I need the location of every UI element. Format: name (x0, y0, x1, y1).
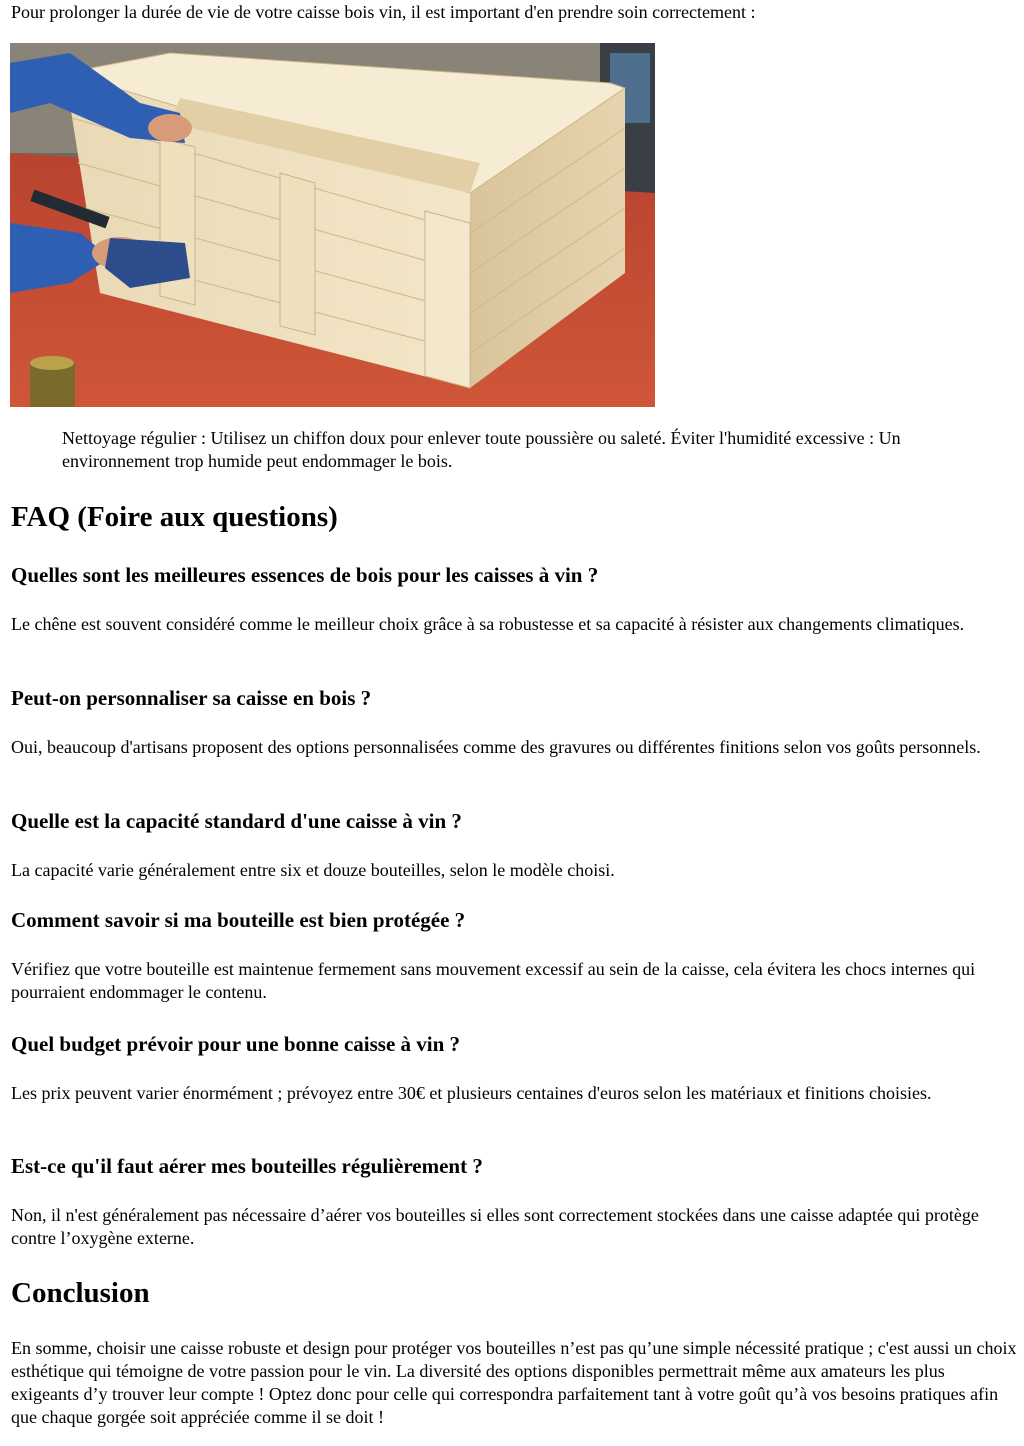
faq-question-6: Est-ce qu'il faut aérer mes bouteilles régulièrement ? (11, 1154, 483, 1178)
intro-paragraph: Pour prolonger la durée de vie de votre caisse bois vin, il est important d'en prendre soin correctement : (11, 2, 756, 22)
faq-question-4: Comment savoir si ma bouteille est bien protégée ? (11, 908, 466, 932)
maintenance-tip: Nettoyage régulier : Utilisez un chiffon doux pour enlever toute poussière ou saleté. Éviter l'humidité excessive : Un environnement trop humide peut endommager le bois. (62, 428, 901, 471)
faq-heading: FAQ (Foire aux questions) (11, 501, 338, 533)
faq-question-2: Peut-on personnaliser sa caisse en bois ? (11, 686, 372, 710)
faq-question-3: Quelle est la capacité standard d'une caisse à vin ? (11, 809, 462, 833)
faq-question-1: Quelles sont les meilleures essences de bois pour les caisses à vin ? (11, 563, 599, 587)
faq-answer-5: Les prix peuvent varier énormément ; prévoyez entre 30€ et plusieurs centaines d'euros selon les matériaux et finitions choisies. (11, 1083, 932, 1103)
wooden-crate-photo (10, 43, 655, 407)
faq-answer-1: Le chêne est souvent considéré comme le meilleur choix grâce à sa robustesse et sa capacité à résister aux changements climatiques. (11, 614, 965, 634)
faq-answer-4: Vérifiez que votre bouteille est maintenue fermement sans mouvement excessif au sein de la caisse, cela évitera les chocs internes qui pourraient endommager le contenu. (11, 959, 976, 1002)
conclusion-paragraph: En somme, choisir une caisse robuste et design pour protéger vos bouteilles n’est pas qu’une simple nécessité pratique ; c'est aussi un choix esthétique qui témoigne de votre passion pour le vin. La diversité des options disponibles permettrait même aux amateurs les plus exigeants d’y trouver leur compte ! Optez donc pour celle qui correspondra parfaitement tant à votre goût qu’à vos besoins pratiques afin que chaque gorgée soit appréciée comme il se doit ! (11, 1338, 1017, 1427)
faq-question-5: Quel budget prévoir pour une bonne caisse à vin ? (11, 1032, 461, 1056)
faq-answer-2: Oui, beaucoup d'artisans proposent des options personnalisées comme des gravures ou différentes finitions selon vos goûts personnels. (11, 737, 981, 757)
faq-answer-3: La capacité varie généralement entre six et douze bouteilles, selon le modèle choisi. (11, 860, 615, 880)
conclusion-heading: Conclusion (11, 1277, 150, 1309)
faq-answer-6: Non, il n'est généralement pas nécessaire d’aérer vos bouteilles si elles sont correctement stockées dans une caisse adaptée qui protège contre l’oxygène externe. (11, 1205, 979, 1248)
